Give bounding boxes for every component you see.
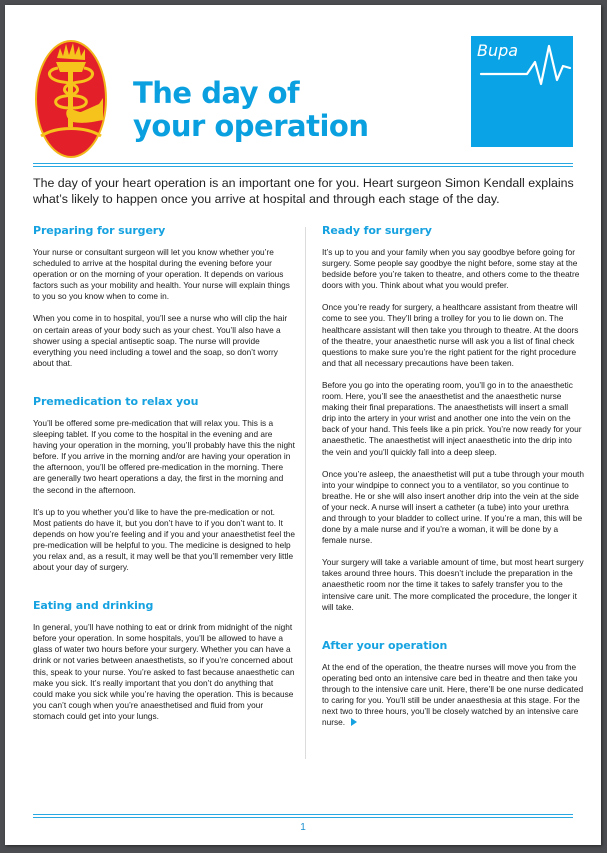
section-ready-for-surgery: [322, 224, 584, 613]
page-number: 1: [300, 822, 306, 833]
section-heading: Ready for surgery: [322, 224, 432, 237]
next-page-arrow-icon[interactable]: [351, 718, 357, 726]
paragraph: It’s up to you and your family when you say goodbye before going for surgery. Some people say goodbye the night before, some stay at the bedside before you’re taken to theatre, and others come to the theatre doors with you. Think about what you would prefer.: [322, 247, 580, 291]
paragraph: It’s up to you whether you’d like to have the pre-medication or not. Most patients do have it, but you don’t have to if you don’t want to. It depends on how you’re feeling and if you and your anaesthetist feel the pre-medication will be helpful to you. The medicine is designed to help you relax and, as a result, it may well be that you’ll remember very little about your day of surgery.: [33, 506, 295, 573]
heartbeat-line-icon: [471, 36, 573, 96]
paragraph: In general, you’ll have nothing to eat or drink from midnight of the night before your operation. In some hospitals, you’ll be allowed to have a glass of water two hours before your surgery. Whether you can have a drink or not varies between anaesthetists, so if you’re concerned about this, speak to your nurse. You’re asked to fast because anaesthetic can make you sick. It’s really important that you don’t do anything that could make you sick while you’re having the operation. This is because you can’t cough when you’re anaesthetised and fluid from your stomach could get into your lungs.: [33, 622, 295, 721]
paragraph: You’ll be offered some pre-medication that will relax you. This is a sleeping tablet. If you come to the hospital in the evening and are having your operation in the morning, you’ll probably have this the night before. If you arrive in the morning and/or are having your operation in the afternoon, you’ll be offered pre-medication in the morning. There are generally two heart operations a day, the first in the morning and the second in the afternoon.: [33, 417, 295, 495]
section-heading: After your operation: [322, 638, 448, 652]
title-line-2: your operation: [133, 109, 369, 143]
section-premedication: [33, 395, 295, 573]
paragraph: Once you’re asleep, the anaesthetist will put a tube through your mouth into your windpipe to connect you to a ventilator, so you continue to breathe. He or she will also insert another drip into the vein at the side of your neck. A nurse will insert a catheter (a tube) into your urethra and through to your bladder to collect urine. If you’re a man, this will be done by a male nurse and if you’re a woman, it will be done by a female nurse.: [322, 468, 584, 546]
section-heading: Eating and drinking: [33, 599, 154, 613]
footer-divider: [33, 814, 573, 818]
paragraph: When you come in to hospital, you’ll see a nurse who will clip the hair on certain areas of your body such as your chest. You’ll also have a shower using a special antiseptic soap. The nurse will provide everything you need including a towel and the soap, so don’t worry about that.: [33, 313, 288, 368]
column-divider: [305, 227, 306, 759]
paragraph: Your surgery will take a variable amount of time, but most heart surgery takes around three hours. This doesn’t include the preparation in the anaesthetic room nor the time it takes to safely transfer you to the intensive care unit. The more complicated the procedure, the longer it will take.: [322, 557, 584, 612]
medical-crest-icon: [33, 38, 109, 160]
page-title: [133, 77, 368, 143]
section-eating-and-drinking: [33, 599, 295, 722]
left-column: [33, 217, 295, 733]
section-heading: Preparing for surgery: [33, 224, 166, 237]
bupa-wordmark: Bupa: [477, 41, 519, 60]
paragraph-text: At the end of the operation, the theatre nurses will move you from the operating bed onto an intensive care bed in theatre and then take you through to the intensive care unit. Here, there’ll be one nurse dedicated to caring for you. You’ll still be under anaesthesia at this stage. For the next two to three hours, you’ll be closely watched by an intensive care nurse.: [322, 661, 584, 728]
section-after-your-operation: [322, 639, 584, 729]
title-line-1: The day of: [133, 76, 300, 110]
intro-text: The day of your heart operation is an important one for you. Heart surgeon Simon Kendall explains what’s likely to happen once you arrive at hospital and through each stage of the day.: [33, 176, 574, 206]
right-column: [322, 217, 584, 739]
section-preparing-for-surgery: [33, 224, 295, 369]
section-heading: Premedication to relax you: [33, 394, 199, 408]
bupa-logo: [471, 36, 573, 147]
paragraph: Once you’re ready for surgery, a healthcare assistant from theatre will come to see you. They’ll bring a trolley for you to lie down on. The healthcare assistant will then take you through to theatre. At the doors of the theatre, your anaesthetic nurse will ask you a list of final check questions to make sure you’re the right patient for the right procedure and that all necessary precautions have been taken.: [322, 302, 579, 368]
paragraph: Your nurse or consultant surgeon will let you know whether you’re scheduled to arrive at the hospital during the evening before your operation or on the morning of your operation. It depends on various factors such as your mobility and health. Your nurse will explain things to you so you know when to come in.: [33, 247, 290, 302]
paragraph: [322, 662, 584, 729]
document-page: [5, 5, 601, 845]
header-divider: [33, 163, 573, 167]
paragraph: Before you go into the operating room, you’ll go in to the anaesthetic room. Here, you’ll see the anaesthetist and the anaesthetic nurse making their final preparations. The anaesthetists will insert a small drip into the artery in your wrist and another one into the vein on the back of your hand. This feels like a pin prick. You’re now ready for your anaesthetic. The anaesthetist will inject anaesthetic into the drip into the vein and you’ll quickly fall into a deep sleep.: [322, 379, 582, 457]
